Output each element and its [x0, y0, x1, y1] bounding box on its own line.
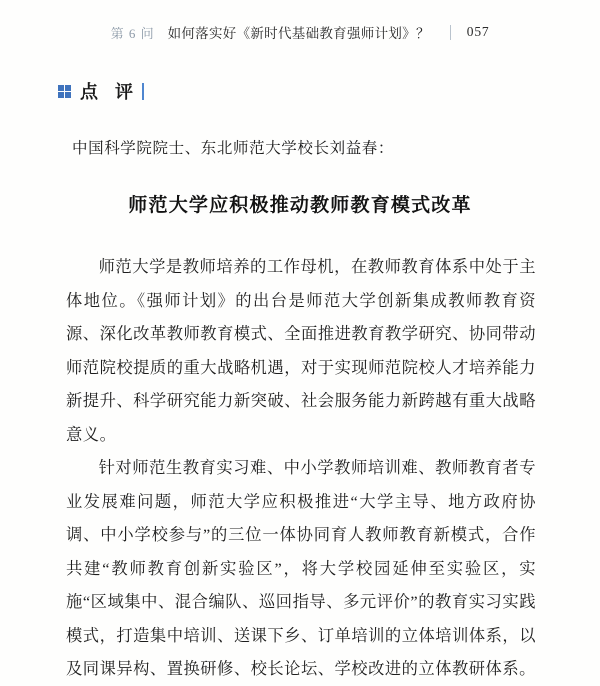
author-attribution: 中国科学院院士、东北师范大学校长刘益春：: [72, 140, 395, 157]
section-heading: [58, 78, 144, 104]
section-heading-accent-bar: [142, 83, 144, 100]
section-heading-label: 点 评: [80, 82, 140, 102]
header-divider: [450, 25, 451, 40]
grid-square-2: [65, 85, 71, 91]
body-paragraph-1: 师范大学是教师培养的工作母机，在教师教育体系中处于主体地位。《强师计划》的出台是师范大学创新集成教师教育资源、深化改革教师教育模式、全面推进教育教学研究、协同带动师范院校提质的重大战略机遇，对于实现师范院校人才培养能力新提升、科学研究能力新突破、社会服务能力新跨越有重大战略意义。: [66, 257, 536, 444]
grid-square-3: [58, 92, 64, 98]
running-header: [0, 22, 600, 42]
body-paragraph-2: 针对师范生教育实习难、中小学教师培训难、教师教育者专业发展难问题，师范大学应积极推进“大学主导、地方政府协调、中小学校参与”的三位一体协同育人教师教育新模式，合作共建“教师教育创新实验区”，将大学校园延伸至实验区，实施“区域集中、混合编队、巡回指导、多元评价”的教育实习实践模式，打造集中培训、送课下乡、订单培训的立体培训体系，以及同课异构、置换研修、校长论坛、学校改进的立体教研体系。: [66, 458, 536, 678]
header-chapter-title: 如何落实好《新时代基础教育强师计划》？: [167, 26, 430, 41]
grid-square-4: [65, 92, 71, 98]
article-title: 师范大学应积极推动教师教育模式改革: [128, 195, 472, 216]
header-question-number: 第 6 问: [110, 25, 155, 41]
page-number: 057: [466, 24, 490, 39]
grid-square-1: [58, 85, 64, 91]
grid-2x2-icon: [58, 85, 71, 98]
body-text: [66, 250, 536, 686]
